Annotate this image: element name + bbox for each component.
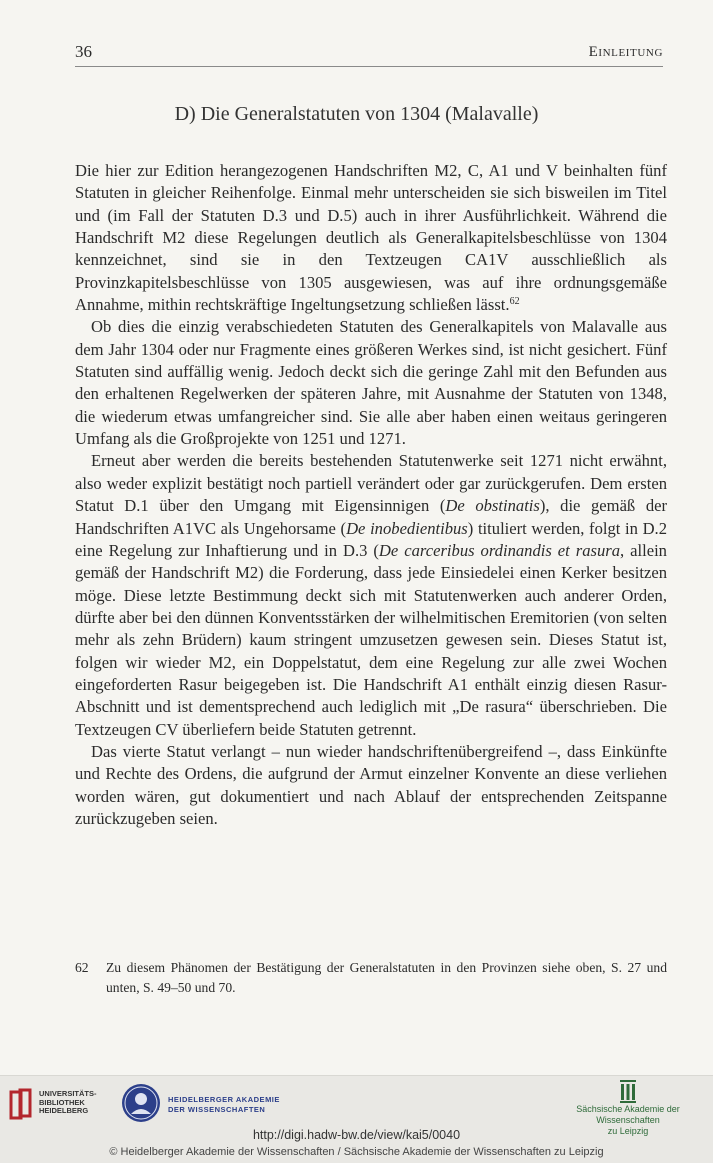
text-run: ) tituliert werden, folgt in D.2 eine Regelung zur Inhaftierung und in D.3 ( <box>75 518 667 560</box>
text-run: , allein gemäß der Handschrift M2) die Forderung, dass jede Einsiedelei einen Kerker besitzen möge. Diese letzte Bestimmung deckt sich mit Statutenwerken auch anderer Orden, dürfte aber bei den dünnen Konventsstärken der wilhelmitischen Eremitorien (von selten mehr als zehn Brüdern) kaum stringent umzusetzen gewesen sein. Dieses Statut ist, folgen wir wieder M2, ein Doppelstatut, dem eine Regelung zur alle zwei Wochen eingeforderten Rasur beigegeben ist. Die Handschrift A1 enthält einzig diesen Rasur-Abschnitt und ist dementsprechend auch lediglich mit „De rasura“ überschrieben. Die Textzeugen CV überliefern beide Statuten getrennt. <box>75 540 667 739</box>
footnote-text: Zu diesem Phänomen der Bestätigung der Generalstatuten in den Provinzen siehe oben, S. 27 und unten, S. 49–50 und 70. <box>106 960 667 995</box>
saw-logo-text: Sächsische Akademie der Wissenschaften zu Leipzig <box>576 1104 680 1136</box>
hadw-seal-icon <box>122 1084 160 1122</box>
paragraph <box>75 160 667 316</box>
text-run: Erneut aber werden die bereits bestehenden Statutenwerke seit 1271 nicht erwähnt, also weder explizit bestätigt noch partiell verändert oder gar zurückgerufen. Dem ersten Statut D.1 über den Umgang mit Eigensinnigen ( <box>75 451 667 516</box>
ub-logo-text: UNIVERSITÄTS- BIBLIOTHEK HEIDELBERG <box>39 1089 97 1115</box>
paragraph: Ob dies die einzig verabschiedeten Statuten des Generalkapitels von Malavalle aus dem Jahr 1304 oder nur Fragmente eines größeren Werkes sind, ist nicht gesichert. Fünf Statuten sind auffällig wenig. Jedoch deckt sich die geringe Zahl mit den Befunden aus den erhaltenen Regelwerken der späteren Jahre, mit Ausnahme der Statuten von 1348, die wiederum etwas umfangreicher sind. Sie alle aber haben einen weitaus geringeren Umfang als die Großprojekte von 1251 und 1271. <box>75 317 667 449</box>
paragraph: Das vierte Statut verlangt – nun wieder handschriftenübergreifend –, dass Einkünfte und Rechte des Ordens, die aufgrund der Armut einzelner Konvente an diese verliehen worden wären, gut dokumentiert und nach Ablauf der entsprechenden Zeitspanne zurückzugeben seien. <box>75 741 667 828</box>
paragraph-text: Die hier zur Edition herangezogenen Handschriften M2, C, A1 und V beinhalten fünf Statuten in gleicher Reihenfolge. Einmal mehr unterscheiden sie sich bisweilen im Titel und (im Fall der Statuten D.3 und D.5) auch in ihrer Ausführlichkeit. Während die Handschrift M2 diese Regelungen deutlich als Generalkapitelsbeschlüsse von 1304 kennzeichnet, sind sie in den Textzeugen CA1V ausschließlich als Provinzkapitelsbeschlüsse von 1305 ausgewiesen, was auf ihre ordnungsgemäße Annahme, mithin rechtskräftige Ingeltungsetzung schließen lässt. <box>75 161 667 315</box>
paragraph <box>75 450 667 740</box>
hadw-logo[interactable] <box>122 1084 302 1124</box>
body-text <box>75 160 667 830</box>
ub-emblem-icon <box>8 1088 34 1122</box>
text-run: ), die gemäß der Handschriften A1VC als Ungehorsame ( <box>75 496 668 538</box>
permalink[interactable]: http://digi.hadw-bw.de/view/kai5/0040 <box>252 1128 461 1142</box>
saw-emblem-icon <box>619 1078 637 1104</box>
hadw-logo-text: HEIDELBERGER AKADEMIE DER WISSENSCHAFTEN <box>168 1095 280 1114</box>
page-number: 36 <box>75 42 92 61</box>
running-head <box>75 42 663 67</box>
viewer-footer <box>0 1075 713 1163</box>
footnote-number: 62 <box>75 960 89 975</box>
latin-title: De inobedientibus <box>346 518 468 538</box>
latin-title: De obstinatis <box>445 496 540 516</box>
chapter-title: Einleitung <box>588 44 663 60</box>
copyright-notice: © Heidelberger Akademie der Wissenschaften / Sächsische Akademie der Wissenschaften zu Leipzig <box>109 1146 604 1158</box>
ub-heidelberg-logo[interactable] <box>8 1088 108 1124</box>
latin-title: De carceribus ordinandis et rasura <box>378 540 621 560</box>
section-heading: D) Die Generalstatuten von 1304 (Malavalle) <box>174 103 539 125</box>
footnote-reference[interactable]: 62 <box>509 296 520 308</box>
footnote <box>75 958 667 998</box>
